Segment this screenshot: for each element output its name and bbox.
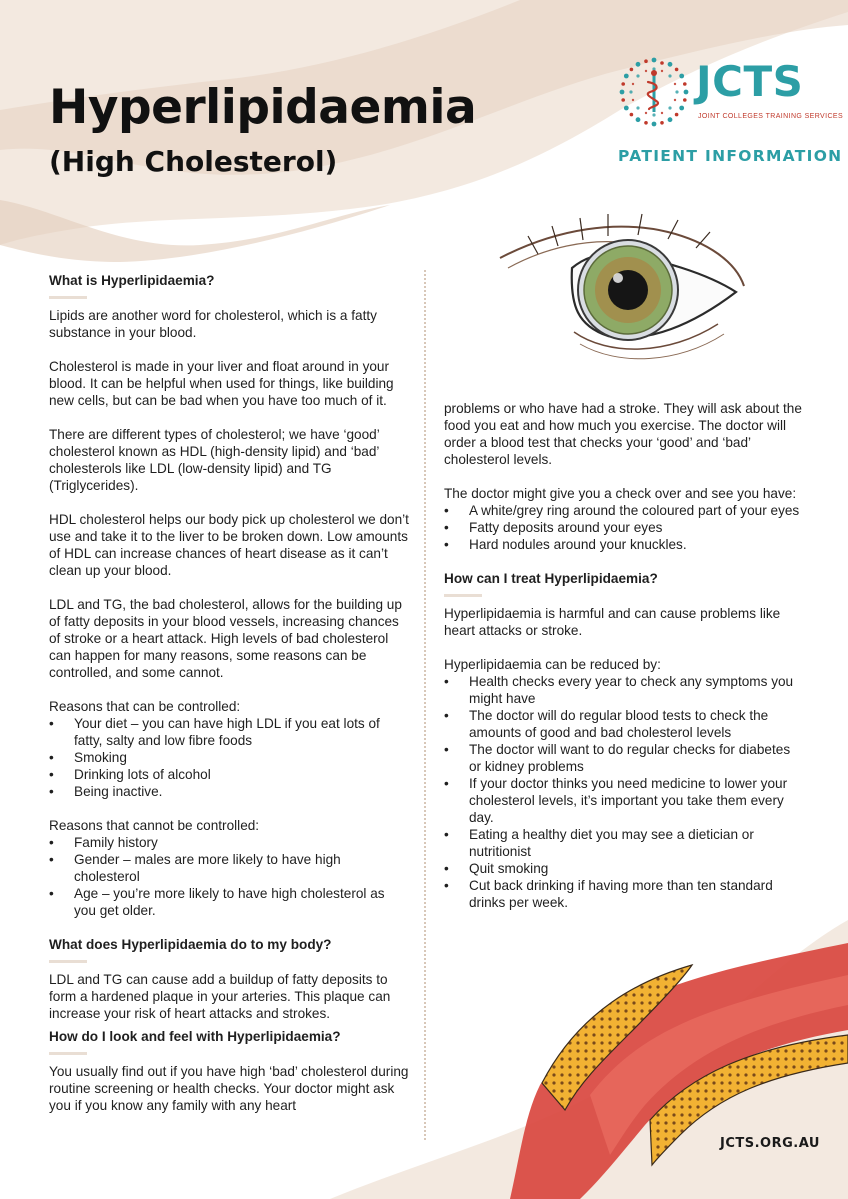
list-item: • Quit smoking	[444, 860, 804, 877]
list-item: • Age – you’re more likely to have high cholesterol as you get older.	[49, 885, 409, 919]
list-item: • Gender – males are more likely to have high cholesterol	[49, 851, 409, 885]
list-item: • Cut back drinking if having more than ten standard drinks per week.	[444, 877, 804, 911]
paragraph: Cholesterol is made in your liver and float around in your blood. It can be helpful when used for things, like building new cells, but can be bad when you have too much of it.	[49, 359, 394, 408]
list-item: • Hard nodules around your knuckles.	[444, 536, 804, 553]
controlled-list	[49, 715, 409, 800]
jcts-logo	[618, 56, 844, 134]
list-item: • Smoking	[49, 749, 409, 766]
paragraph: LDL and TG, the bad cholesterol, allows for the building up of fatty deposits in your blood vessels, increasing chances of stroke or a heart attack. High levels of bad cholesterol can happen for many reasons, some reasons can be controlled, and some cannot.	[49, 597, 402, 680]
logo-tagline: JOINT COLLEGES TRAINING SERVICES	[698, 113, 844, 120]
uncontrolled-intro: Reasons that cannot be controlled:	[49, 818, 260, 833]
heading-treatment: How can I treat Hyperlipidaemia?	[444, 570, 804, 597]
check-intro: The doctor might give you a check over and see you have:	[444, 486, 797, 501]
paragraph: Lipids are another word for cholesterol, which is a fatty substance in your blood.	[49, 308, 377, 340]
paragraph: Hyperlipidaemia is harmful and can cause problems like heart attacks or stroke.	[444, 606, 781, 638]
list-item: • Your diet – you can have high LDL if you eat lots of fatty, salty and low fibre foods	[49, 715, 409, 749]
paragraph: problems or who have had a stroke. They will ask about the food you eat and how much you exercise. The doctor will order a blood test that checks your ‘good’ and ‘bad’ cholesterol levels.	[444, 401, 802, 467]
page-title: Hyperlipidaemia	[49, 80, 477, 135]
list-item: • The doctor will want to do regular checks for diabetes or kidney problems	[444, 741, 804, 775]
reduce-intro: Hyperlipidaemia can be reduced by:	[444, 657, 661, 672]
list-item: • Health checks every year to check any symptoms you might have	[444, 673, 804, 707]
paragraph: HDL cholesterol helps our body pick up cholesterol we don’t use and take it to the liver to be broken down. Low amounts of HDL can increase chances of heart disease as it can’t clean up your blood.	[49, 512, 409, 578]
list-item: • Family history	[49, 834, 409, 851]
paragraph: LDL and TG can cause add a buildup of fatty deposits to form a hardened plaque in your arteries. This plaque can increase your risk of heart attacks and strokes.	[49, 972, 391, 1021]
eye-illustration	[498, 206, 748, 376]
list-item: • Eating a healthy diet you may see a dietician or nutritionist	[444, 826, 804, 860]
check-list	[444, 502, 804, 553]
list-item: • Drinking lots of alcohol	[49, 766, 409, 783]
reduce-list	[444, 673, 804, 911]
paragraph: There are different types of cholesterol; we have ‘good’ cholesterol known as HDL (high-density lipid) and ‘bad’ cholesterols like LDL (low-density lipid) and TG (Triglycerides).	[49, 427, 380, 493]
left-column	[49, 272, 409, 1131]
list-item: • Fatty deposits around your eyes	[444, 519, 804, 536]
controlled-intro: Reasons that can be controlled:	[49, 699, 241, 714]
logo-wordmark: JCTS	[696, 57, 804, 106]
heading-effects: What does Hyperlipidaemia do to my body?	[49, 936, 409, 963]
list-item: • The doctor will do regular blood tests to check the amounts of good and bad cholesterol levels	[444, 707, 804, 741]
heading-what-is: What is Hyperlipidaemia?	[49, 272, 409, 299]
artery-illustration	[430, 935, 848, 1199]
column-divider	[424, 270, 426, 1140]
website-url: JCTS.ORG.AU	[720, 1136, 820, 1151]
right-column	[444, 400, 804, 928]
patient-information-label: PATIENT INFORMATION	[618, 147, 843, 165]
caduceus-dots-icon	[618, 56, 690, 128]
page-subtitle: (High Cholesterol)	[49, 145, 338, 178]
paragraph: You usually find out if you have high ‘bad’ cholesterol during routine screening or health checks. Your doctor might ask you if you know any family with any heart	[49, 1064, 409, 1113]
list-item: • Being inactive.	[49, 783, 409, 800]
list-item: • If your doctor thinks you need medicine to lower your cholesterol levels, it’s important you take them every day.	[444, 775, 804, 826]
heading-look-and-feel: How do I look and feel with Hyperlipidaemia?	[49, 1028, 409, 1055]
uncontrolled-list	[49, 834, 409, 919]
list-item: • A white/grey ring around the coloured part of your eyes	[444, 502, 804, 519]
